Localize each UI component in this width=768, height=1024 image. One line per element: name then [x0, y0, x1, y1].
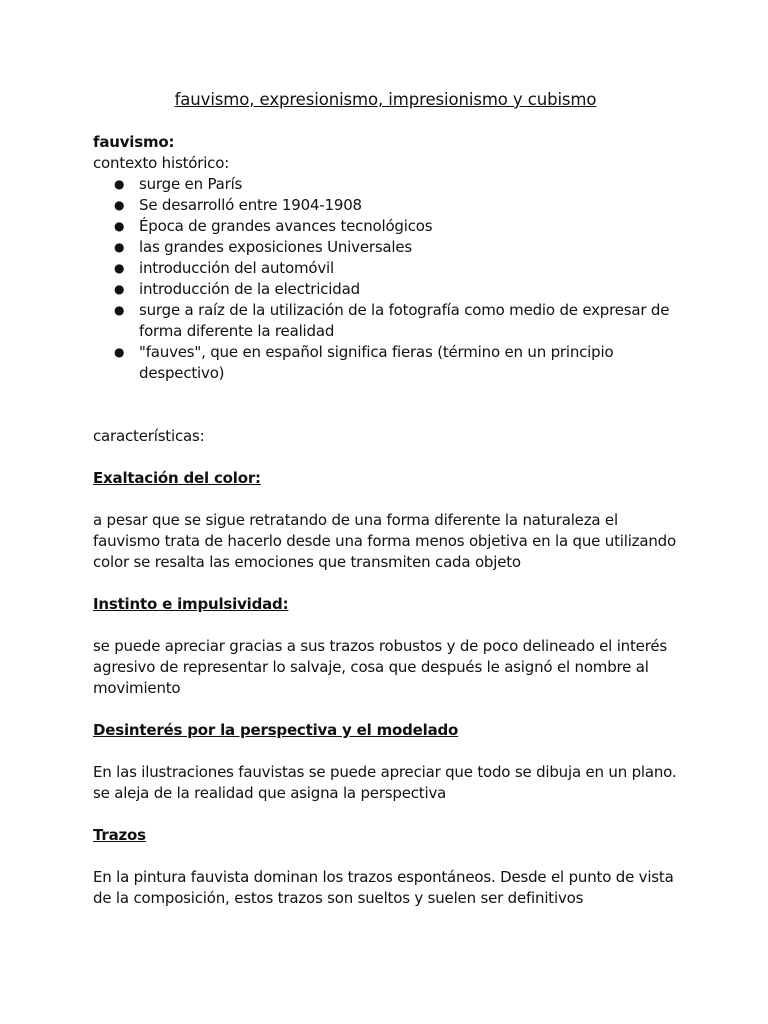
list-item-text: Se desarrolló entre 1904-1908 [139, 196, 362, 214]
list-item [114, 300, 678, 342]
spacer [93, 804, 678, 825]
section-heading: Trazos [93, 826, 146, 844]
list-item-text: introducción de la electricidad [139, 280, 360, 298]
spacer [93, 384, 678, 426]
list-item [114, 174, 678, 195]
spacer [93, 447, 678, 468]
section-heading: Desinterés por la perspectiva y el modelado [93, 721, 459, 739]
section-label: fauvismo: [93, 133, 175, 151]
list-item-text: surge en París [139, 175, 243, 193]
spacer [93, 615, 678, 636]
list-item-text: "fauves", que en español significa fieras (término en un principio despectivo) [139, 343, 614, 382]
list-item-text: las grandes exposiciones Universales [139, 238, 413, 256]
section-body: a pesar que se sigue retratando de una forma diferente la naturaleza el fauvismo trata de hacerlo desde una forma menos objetiva en la que utilizando color se resalta las emociones que transmiten cada objeto [93, 511, 676, 571]
bullet-icon: ● [114, 219, 125, 233]
document-title: fauvismo, expresionismo, impresionismo y cubismo [174, 90, 597, 109]
spacer [93, 846, 678, 867]
list-item-text: introducción del automóvil [139, 259, 334, 277]
list-item [114, 258, 678, 279]
bullet-icon: ● [114, 261, 125, 275]
bullet-icon: ● [114, 345, 125, 359]
list-item [114, 342, 678, 384]
section-body: En las ilustraciones fauvistas se puede apreciar que todo se dibuja en un plano. se aleja de la realidad que asigna la perspectiva [93, 763, 677, 802]
list-item [114, 237, 678, 258]
section-body: En la pintura fauvista dominan los trazos espontáneos. Desde el punto de vista de la composición, estos trazos son sueltos y suelen ser definitivos [93, 868, 674, 907]
bullet-icon: ● [114, 240, 125, 254]
list-item [114, 216, 678, 237]
section-body: se puede apreciar gracias a sus trazos robustos y de poco delineado el interés agresivo de representar lo salvaje, cosa que después le asignó el nombre al movimiento [93, 637, 667, 697]
spacer [93, 741, 678, 762]
bullet-icon: ● [114, 198, 125, 212]
bullet-icon: ● [114, 282, 125, 296]
spacer [93, 489, 678, 510]
list-item-text: surge a raíz de la utilización de la fotografía como medio de expresar de forma diferente la realidad [139, 301, 670, 340]
bullet-icon: ● [114, 177, 125, 191]
bullet-icon: ● [114, 303, 125, 317]
context-label: contexto histórico: [93, 154, 230, 172]
list-item [114, 279, 678, 300]
spacer [93, 573, 678, 594]
section-heading: Instinto e impulsividad: [93, 595, 289, 613]
list-item [114, 195, 678, 216]
context-list [93, 174, 678, 384]
spacer [93, 699, 678, 720]
document-page [93, 88, 678, 909]
section-heading: Exaltación del color: [93, 469, 261, 487]
list-item-text: Época de grandes avances tecnológicos [139, 217, 433, 235]
characteristics-label: características: [93, 427, 205, 445]
